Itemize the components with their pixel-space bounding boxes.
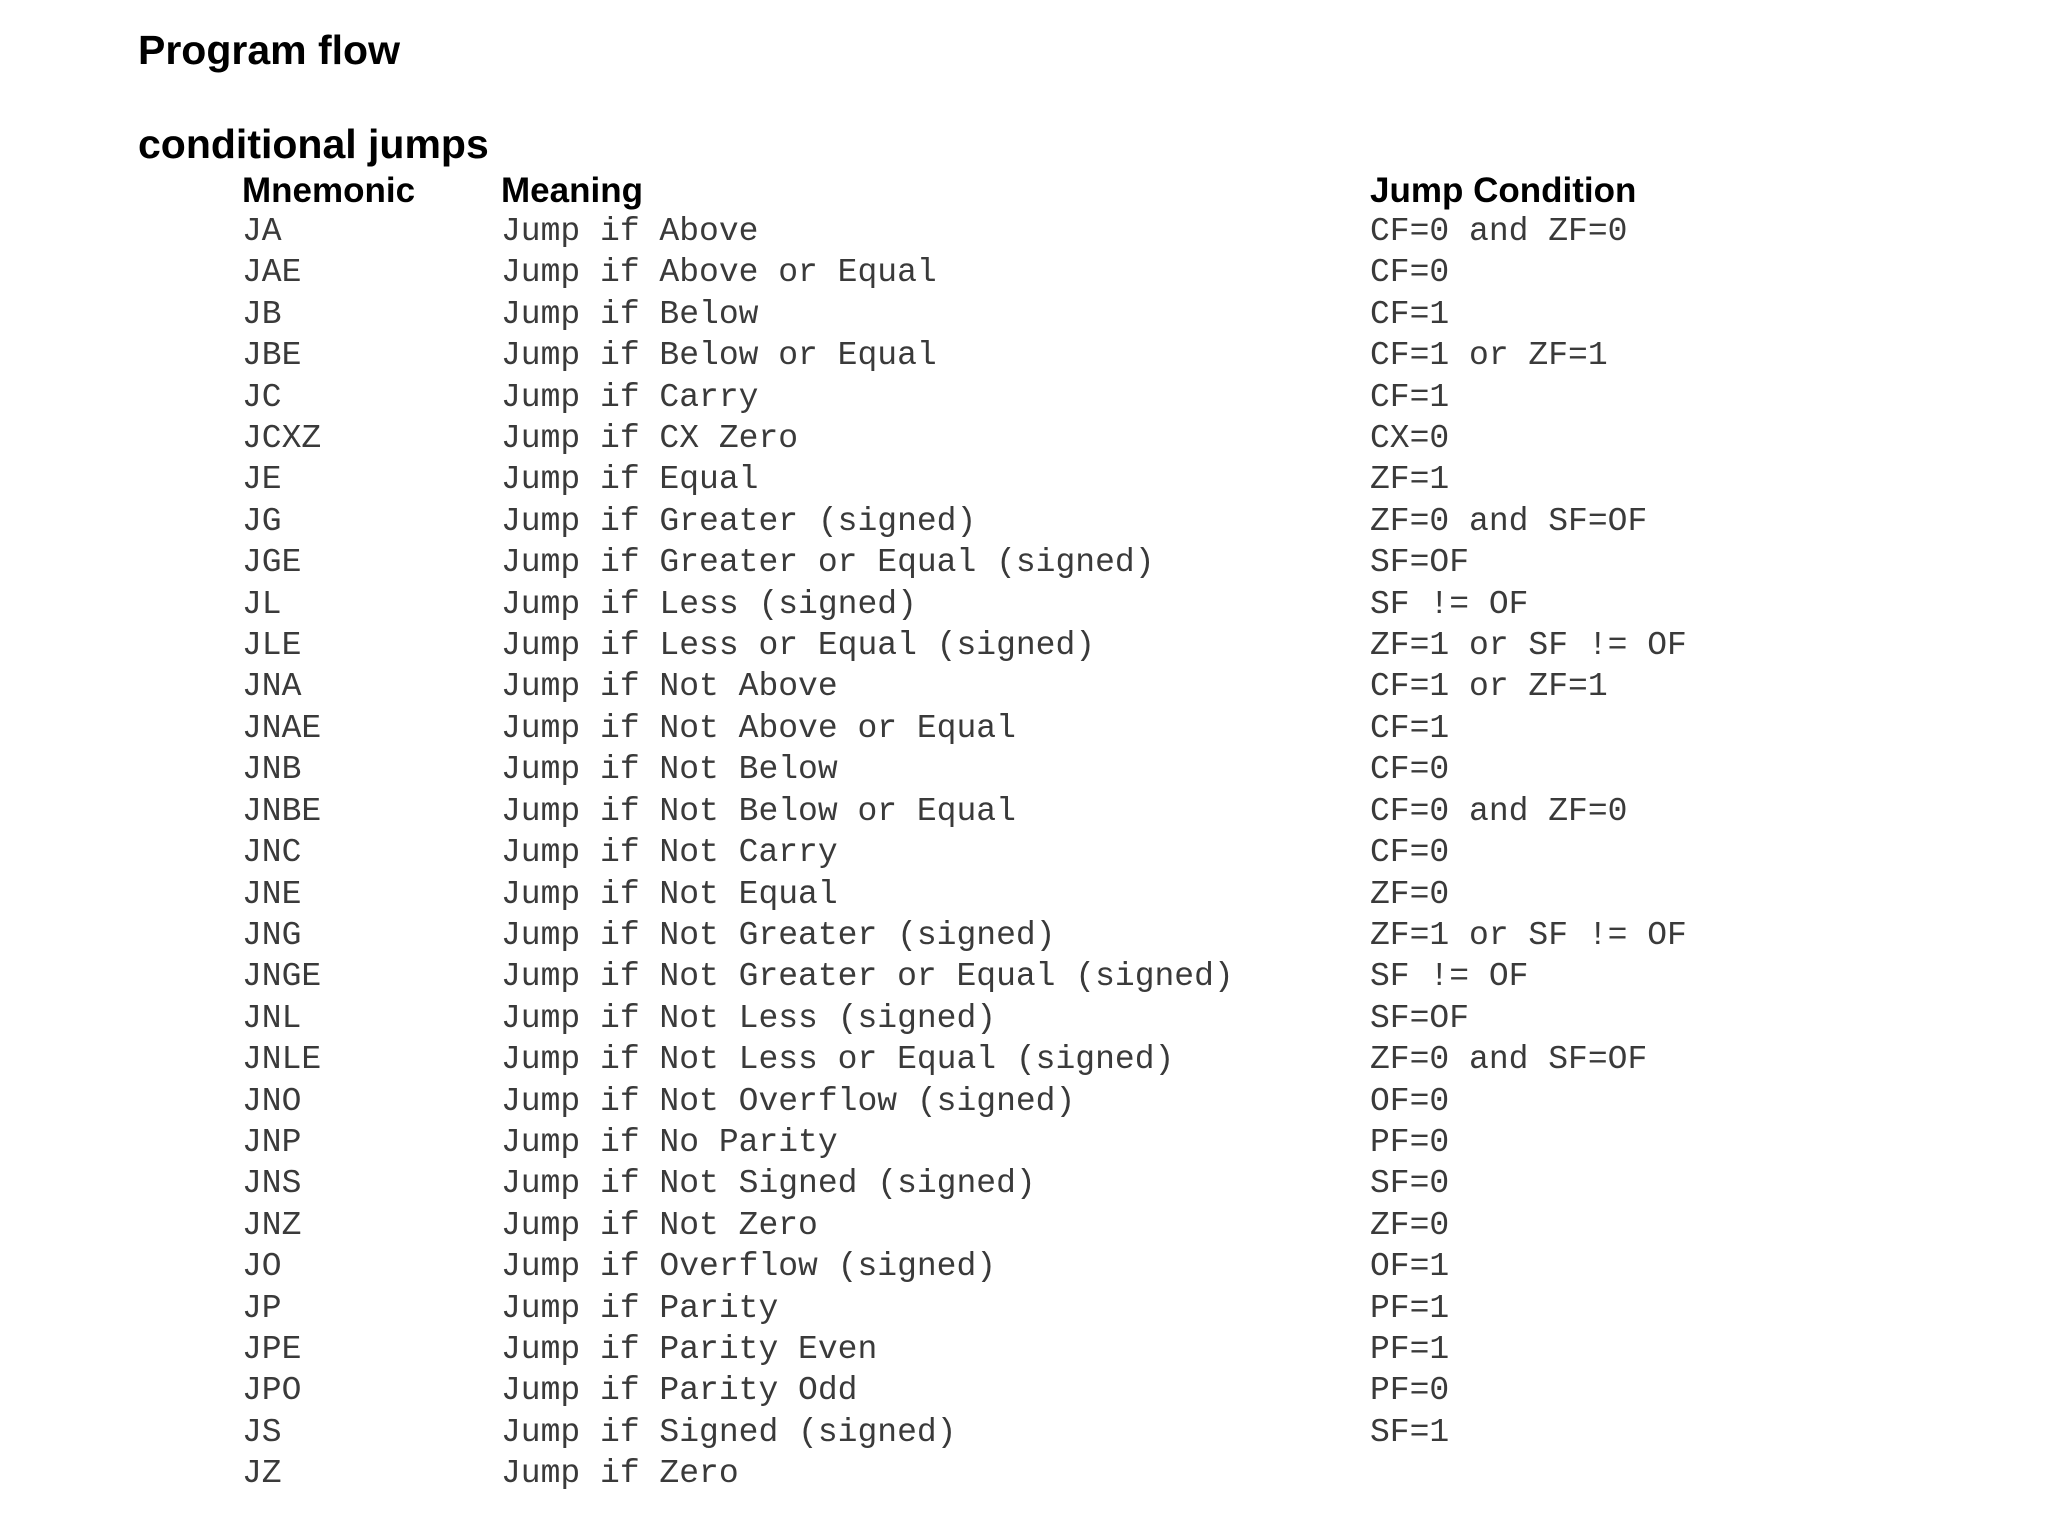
meaning-cell: Jump if Below or Equal [501, 337, 937, 375]
mnemonic-cell: JNO [242, 1082, 302, 1120]
meaning-cell: Jump if Signed (signed) [501, 1413, 957, 1451]
table-row [242, 1122, 1870, 1163]
condition-cell: SF != OF [1370, 585, 1529, 623]
header-meaning: Meaning [501, 171, 643, 210]
table-row [242, 791, 1870, 832]
table-row [242, 1453, 1870, 1494]
table-row [242, 749, 1870, 790]
mnemonic-cell: JNZ [242, 1206, 302, 1244]
condition-cell: ZF=0 [1370, 1206, 1450, 1244]
meaning-cell: Jump if Not Zero [501, 1206, 818, 1244]
condition-cell: CF=1 [1370, 295, 1450, 333]
mnemonic-cell: JNC [242, 834, 302, 872]
condition-cell: SF=OF [1370, 999, 1470, 1037]
meaning-cell: Jump if Not Signed (signed) [501, 1165, 1036, 1203]
meaning-cell: Jump if Not Equal [501, 875, 838, 913]
condition-cell: CF=0 [1370, 254, 1450, 292]
page-title: Program flow [138, 27, 400, 73]
condition-cell: ZF=0 [1370, 875, 1450, 913]
mnemonic-cell: JNG [242, 916, 302, 954]
conditional-jumps-table [242, 167, 1870, 1495]
mnemonic-cell: JZ [242, 1455, 282, 1493]
meaning-cell: Jump if Not Less or Equal (signed) [501, 1041, 1175, 1079]
meaning-cell: Jump if Less (signed) [501, 585, 917, 623]
condition-cell: ZF=0 and SF=OF [1370, 502, 1648, 540]
meaning-cell: Jump if Not Below or Equal [501, 792, 1016, 830]
table-row [242, 956, 1870, 997]
mnemonic-cell: JNAE [242, 709, 322, 747]
meaning-cell: Jump if Not Greater or Equal (signed) [501, 958, 1234, 996]
header-jump-condition: Jump Condition [1370, 171, 1637, 210]
meaning-cell: Jump if Not Carry [501, 834, 838, 872]
table-row [242, 1039, 1870, 1080]
table-row [242, 874, 1870, 915]
table-row [242, 501, 1870, 542]
mnemonic-cell: JNL [242, 999, 302, 1037]
condition-cell: OF=1 [1370, 1248, 1450, 1286]
condition-cell: PF=1 [1370, 1330, 1450, 1368]
table-row [242, 1246, 1870, 1287]
condition-cell: SF=0 [1370, 1165, 1450, 1203]
mnemonic-cell: JAE [242, 254, 302, 292]
mnemonic-cell: JE [242, 461, 282, 499]
mnemonic-cell: JGE [242, 544, 302, 582]
mnemonic-cell: JNB [242, 751, 302, 789]
meaning-cell: Jump if Parity Even [501, 1330, 878, 1368]
meaning-cell: Jump if Above [501, 213, 759, 250]
meaning-cell: Jump if Greater (signed) [501, 502, 977, 540]
table-row [242, 377, 1870, 418]
condition-cell: CF=0 [1370, 834, 1450, 872]
meaning-cell: Jump if Not Overflow (signed) [501, 1082, 1076, 1120]
meaning-cell: Jump if Equal [501, 461, 759, 499]
mnemonic-cell: JO [242, 1248, 282, 1286]
condition-cell: PF=0 [1370, 1123, 1450, 1161]
meaning-cell: Jump if Not Below [501, 751, 838, 789]
table-row [242, 1081, 1870, 1122]
table-row [242, 1370, 1870, 1411]
condition-cell: SF=OF [1370, 544, 1470, 582]
table-row [242, 1163, 1870, 1204]
mnemonic-cell: JCXZ [242, 420, 322, 458]
table-row [242, 1329, 1870, 1370]
table-row [242, 418, 1870, 459]
mnemonic-cell: JNA [242, 668, 302, 706]
mnemonic-cell: JP [242, 1289, 282, 1327]
condition-cell: ZF=1 or SF != OF [1370, 627, 1687, 665]
mnemonic-cell: JA [242, 213, 282, 250]
mnemonic-cell: JB [242, 295, 282, 333]
meaning-cell: Jump if Not Above [501, 668, 838, 706]
condition-cell: CF=1 [1370, 378, 1450, 416]
condition-cell: ZF=1 [1370, 461, 1450, 499]
meaning-cell: Jump if Zero [501, 1455, 739, 1493]
table-row [242, 252, 1870, 293]
condition-cell: CF=0 and ZF=0 [1370, 792, 1628, 830]
table-row [242, 832, 1870, 873]
mnemonic-cell: JC [242, 378, 282, 416]
meaning-cell: Jump if Carry [501, 378, 759, 416]
condition-cell: SF=1 [1370, 1413, 1450, 1451]
table-row [242, 708, 1870, 749]
table-row [242, 915, 1870, 956]
meaning-cell: Jump if Not Greater (signed) [501, 916, 1056, 954]
condition-cell: CF=1 [1370, 709, 1450, 747]
condition-cell: ZF=0 and SF=OF [1370, 1041, 1648, 1079]
section-title: conditional jumps [138, 121, 489, 167]
meaning-cell: Jump if CX Zero [501, 420, 799, 458]
condition-cell: ZF=1 or SF != OF [1370, 916, 1687, 954]
condition-cell: PF=0 [1370, 1372, 1450, 1410]
header-mnemonic: Mnemonic [242, 171, 416, 210]
mnemonic-cell: JPE [242, 1330, 302, 1368]
meaning-cell: Jump if Less or Equal (signed) [501, 627, 1096, 665]
table-row [242, 1205, 1870, 1246]
table-header-row [242, 167, 1870, 211]
mnemonic-cell: JBE [242, 337, 302, 375]
mnemonic-cell: JLE [242, 627, 302, 665]
mnemonic-cell: JPO [242, 1372, 302, 1410]
table-row [242, 335, 1870, 376]
condition-cell: CF=1 or ZF=1 [1370, 668, 1608, 706]
condition-cell: CF=0 and ZF=0 [1370, 213, 1628, 250]
mnemonic-cell: JNP [242, 1123, 302, 1161]
table-row [242, 584, 1870, 625]
condition-cell: OF=0 [1370, 1082, 1450, 1120]
table-row [242, 666, 1870, 707]
mnemonic-cell: JNGE [242, 958, 322, 996]
table-row [242, 998, 1870, 1039]
mnemonic-cell: JG [242, 502, 282, 540]
meaning-cell: Jump if Not Less (signed) [501, 999, 997, 1037]
table-row [242, 459, 1870, 500]
table-row [242, 625, 1870, 666]
meaning-cell: Jump if Greater or Equal (signed) [501, 544, 1155, 582]
mnemonic-cell: JNLE [242, 1041, 322, 1079]
condition-cell: CX=0 [1370, 420, 1450, 458]
meaning-cell: Jump if Above or Equal [501, 254, 937, 292]
mnemonic-cell: JNE [242, 875, 302, 913]
mnemonic-cell: JS [242, 1413, 282, 1451]
condition-cell: CF=1 or ZF=1 [1370, 337, 1608, 375]
table-row [242, 542, 1870, 583]
condition-cell [1370, 1453, 1870, 1494]
meaning-cell: Jump if No Parity [501, 1123, 838, 1161]
meaning-cell: Jump if Not Above or Equal [501, 709, 1016, 747]
condition-cell: PF=1 [1370, 1289, 1450, 1327]
meaning-cell: Jump if Parity Odd [501, 1372, 858, 1410]
mnemonic-cell: JNS [242, 1165, 302, 1203]
table-row [242, 1412, 1870, 1453]
meaning-cell: Jump if Overflow (signed) [501, 1248, 997, 1286]
meaning-cell: Jump if Parity [501, 1289, 779, 1327]
table-row [242, 294, 1870, 335]
condition-cell: SF != OF [1370, 958, 1529, 996]
condition-cell: CF=0 [1370, 751, 1450, 789]
table-row [242, 1288, 1870, 1329]
table-row [242, 211, 1870, 252]
mnemonic-cell: JL [242, 585, 282, 623]
table-body [242, 211, 1870, 1495]
meaning-cell: Jump if Below [501, 295, 759, 333]
mnemonic-cell: JNBE [242, 792, 322, 830]
